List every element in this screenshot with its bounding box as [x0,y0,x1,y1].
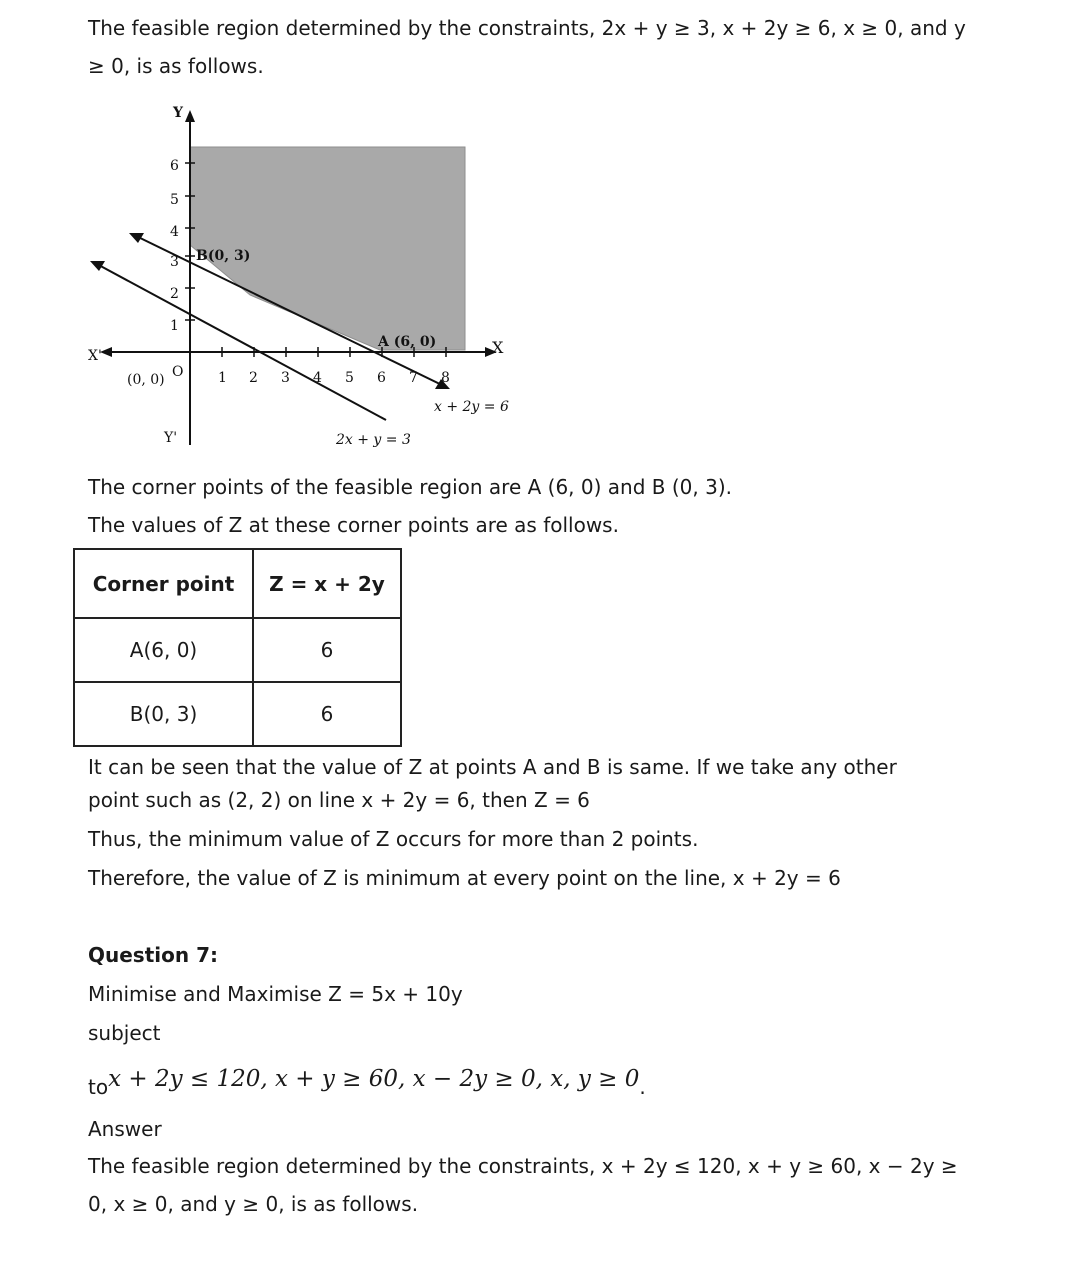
to-word: to [88,1075,109,1099]
y-tick-3: 3 [170,254,179,270]
answer-line-2: 0, x ≥ 0, and y ≥ 0, is as follows. [88,1192,419,1216]
table-header-row [74,549,401,618]
conclusion-line-1: It can be seen that the value of Z at points A and B is same. If we take any other [88,755,897,779]
header-corner-point: Corner point [74,549,253,618]
x-tick-3: 3 [281,370,290,386]
header-z-value: Z = x + 2y [253,549,401,618]
feasible-region-graph [86,100,526,460]
answer-line-1: The feasible region determined by the constraints, x + 2y ≤ 120, x + y ≥ 60, x − 2y ≥ [88,1154,958,1178]
y-tick-2: 2 [170,286,179,302]
y-prime-label: Y' [164,430,178,446]
corner-point-table [73,548,402,747]
intro-line-2: ≥ 0, is as follows. [88,54,264,78]
y-tick-5: 5 [170,192,179,208]
point-b-label: B(0, 3) [196,248,251,264]
intro-line-1: The feasible region determined by the constraints, 2x + y ≥ 3, x + 2y ≥ 6, x ≥ 0, and y [88,16,966,40]
constraints-math: x + 2y ≤ 120, x + y ≥ 60, x − 2y ≥ 0, x, y ≥ 0 [108,1066,640,1092]
z-value-cell: 6 [253,618,401,682]
x-tick-6: 6 [377,370,386,386]
conclusion-line-4: Therefore, the value of Z is minimum at every point on the line, x + 2y = 6 [88,866,841,890]
z-value-cell: 6 [253,682,401,746]
y-tick-4: 4 [170,224,179,240]
corner-point-cell: A(6, 0) [74,618,253,682]
constraints-end-mark: . [639,1075,646,1099]
line-2x-plus-y-label: 2x + y = 3 [336,432,411,448]
table-row [74,682,401,746]
question-objective: Minimise and Maximise Z = 5x + 10y [88,982,463,1006]
answer-label: Answer [88,1117,162,1141]
line-2x-plus-y-left-arrow [90,261,105,271]
corner-points-text: The corner points of the feasible region are A (6, 0) and B (0, 3). [88,475,732,499]
y-tick-6: 6 [170,158,179,174]
z-values-intro: The values of Z at these corner points are as follows. [88,513,619,537]
point-a-label: A (6, 0) [378,334,437,350]
x-tick-5: 5 [345,370,354,386]
x-prime-label: X' [88,348,102,364]
x-axis-label: X [492,338,504,357]
y-axis-up-arrow [185,110,195,122]
x-tick-2: 2 [249,370,258,386]
origin-label: (0, 0) [127,372,165,388]
y-tick-1: 1 [170,318,179,334]
question-constraints [88,1060,646,1098]
y-axis-label: Y [173,105,183,121]
x-tick-1: 1 [218,370,227,386]
line-x-plus-2y-label: x + 2y = 6 [434,399,509,415]
x-tick-4: 4 [313,370,322,386]
x-tick-8: 8 [441,370,450,386]
question-title: Question 7: [88,943,218,967]
x-tick-7: 7 [409,370,418,386]
origin-o-label: O [172,364,184,380]
question-subject: subject [88,1021,161,1045]
table-row [74,618,401,682]
conclusion-line-2: point such as (2, 2) on line x + 2y = 6, then Z = 6 [88,788,590,812]
corner-point-cell: B(0, 3) [74,682,253,746]
conclusion-line-3: Thus, the minimum value of Z occurs for more than 2 points. [88,827,699,851]
